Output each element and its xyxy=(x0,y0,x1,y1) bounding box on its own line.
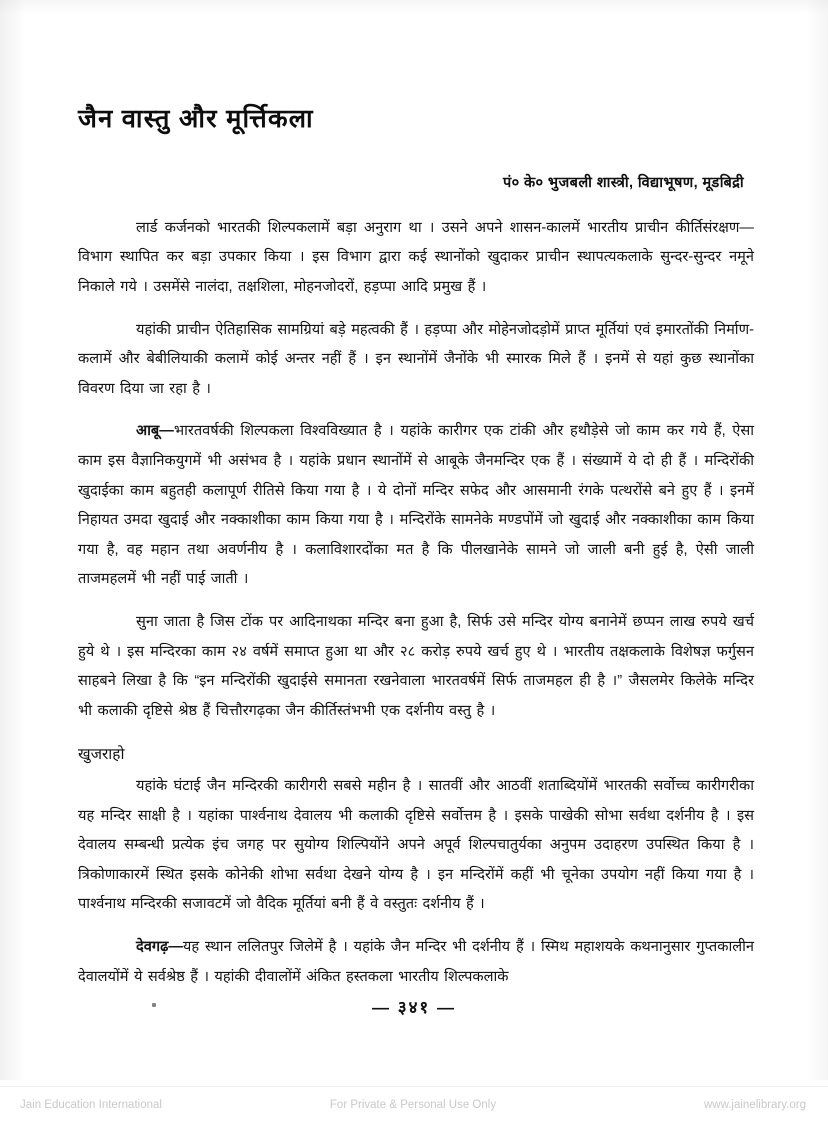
footer-website-url: www.jainelibrary.org xyxy=(703,1099,806,1111)
paragraph-6-body: यह स्थान ललितपुर जिलेमें है । यहांके जैन मन्दिर भी दर्शनीय हैं । स्मिथ महाशयके कथनानुसार गुप्तकालीन देवालयोंमें ये सर्वश्रेष्ठ हैं । यहांकी दीवालोंमें अंकित हस्तकला भारतीय शिल्पकलाके xyxy=(78,938,754,985)
section-heading-khajuraho: खुजराहो xyxy=(78,746,125,764)
page-footer xyxy=(0,1088,828,1122)
scan-edge-shadow-top xyxy=(0,0,828,14)
paragraph-3-abu xyxy=(78,417,754,595)
footer-center-text: For Private & Personal Use Only xyxy=(329,1099,497,1111)
footer-divider xyxy=(0,1086,828,1087)
paragraph-3-body: भारतवर्षकी शिल्पकला विश्वविख्यात है । यहांके कारीगर एक टांकी और हथौड़ेसे जो काम कर गये हैं, ऐसा काम इस वैज्ञानिकयुगमें भी असंभव है । यहांके प्रधान स्थानोंमें से आबूके जैनमन्दिर एक हैं । संख्यामें ये दो ही हैं । मन्दिरोंकी खुदाईका काम बहुतही कलापूर्ण रीतिसे किया गया है । ये दोनों मन्दिर सफेद और आसमानी रंगके पत्थरोंसे बने हुए हैं । इनमें निहायत उमदा खुदाई और नक्काशीका काम किया गया है । मन्दिरोंके सामनेके मण्डपोंमें जो खुदाई और नक्काशीका काम किया गया है, वह महान तथा अवर्णनीय है । कलाविशारदोंका मत है कि पीलखानेके सामने जो जाली बनी हुई है, ऐसी जाली ताजमहलमें भी नहीं पाई जाती । xyxy=(78,423,754,588)
footer-left-text: Jain Education International xyxy=(20,1099,162,1111)
page-number: — ३४१ — xyxy=(372,998,456,1017)
paragraph-5: यहांके घंटाई जैन मन्दिरकी कारीगरी सबसे महीन है । सातवीं और आठवीं शताब्दियोंमें भारतकी सर्वोच्च कारीगरीका यह मन्दिर साक्षी है । यहांका पार्श्वनाथ देवालय भी कलाकी दृष्टिसे सर्वोत्तम है । इसके पाखेकी सोभा सर्वथा दर्शनीय है । इस देवालय सम्बन्धी प्रत्येक इंच जगह पर सुयोग्य शिल्पियोंने अपने अपूर्व शिल्पचातुर्यका अनुपम उदाहरण उपस्थित किया है । त्रिकोणाकारमें स्थित इसके कोनेकी शोभा सर्वथा देखने योग्य है । इन मन्दिरोंमें कहीं भी चूनेका उपयोग नहीं किया गया है । पार्श्वनाथ मन्दिरकी सजावटमें जो वैदिक मूर्तियां बनी हैं वे वस्तुतः दर्शनीय हैं । xyxy=(78,777,754,913)
author-byline: पं० के० भुजबली शास्त्री, विद्याभूषण, मूडबिद्री xyxy=(503,174,744,191)
paragraph-3-lead-in: आबू— xyxy=(136,423,174,440)
page-content xyxy=(78,104,754,1005)
scan-edge-shadow-left xyxy=(0,0,26,1080)
paragraph-1: लार्ड कर्जनको भारतकी शिल्पकलामें बड़ा अनुराग था । उसने अपने शासन-कालमें भारतीय प्राचीन कीर्तिसंरक्षण—विभाग स्थापित कर बड़ा उपकार किया । इस विभाग द्वारा कई स्थानोंको खुदाकर प्राचीन स्थापत्यकलाके सुन्दर-सुन्दर नमूने निकाले गये । उसमेंसे नालंदा, तक्षशिला, मोहनजोदरों, हड़प्पा आदि प्रमुख हैं । xyxy=(78,219,754,296)
paragraph-6-lead-in: देवगढ़— xyxy=(136,938,183,955)
scan-edge-shadow-right xyxy=(806,0,828,1080)
paragraph-6-deogarh xyxy=(78,933,754,992)
page-title: जैन वास्तु और मूर्त्तिकला xyxy=(78,105,314,133)
paragraph-2: यहांकी प्राचीन ऐतिहासिक सामग्रियां बड़े महत्वकी हैं । हड़प्पा और मोहेनजोदड़ोमें प्राप्त मूर्तियां एवं इमारतोंकी निर्माण-कलामें और बेबीलियाकी कलामें कोई अन्तर नहीं हैं । इन स्थानोंमें जैनोंके भी स्मारक मिले हैं । इनमें से यहां कुछ स्थानोंका विवरण दिया जा रहा है । xyxy=(78,321,754,397)
paragraph-4: सुना जाता है जिस टोंक पर आदिनाथका मन्दिर बना हुआ है, सिर्फ उसे मन्दिर योग्य बनानेमें छप्पन लाख रुपये खर्च हुये थे । इस मन्दिरका काम २४ वर्षमें समाप्त हुआ था और २८ करोड़ रुपये खर्च हुए थे । भारतीय तक्षकलाके विशेषज्ञ फर्गुसन साहबने लिखा है कि “इन मन्दिरोंकी खुदाईसे समानता रखनेवाला भारतवर्षमें सिर्फ ताजमहल ही है ।” जैसलमेर किलेके मन्दिर भी कलाकी दृष्टिसे श्रेष्ठ हैं चित्तौरगढ़का जैन कीर्तिस्तंभभी एक दर्शनीय वस्तु है । xyxy=(78,614,754,719)
